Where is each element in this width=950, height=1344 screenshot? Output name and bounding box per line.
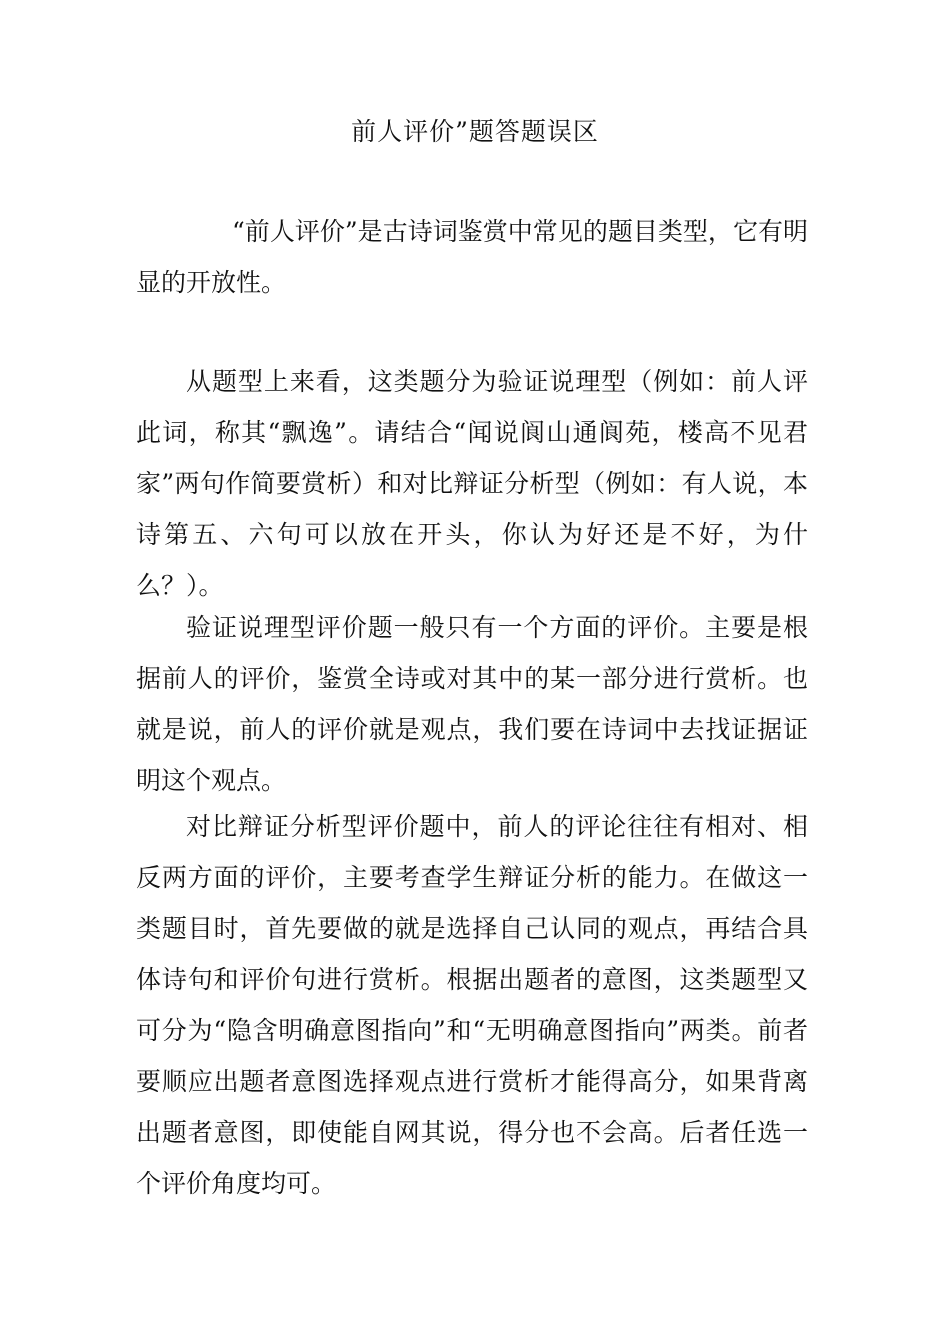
paragraph-question-types: 从题型上来看，这类题分为验证说理型（例如：前人评此词，称其“飘逸”。请结合“闻说阆山通阆苑，楼高不见君家”两句作简要赏析）和对比辩证分析型（例如：有人说，本诗第五、六句可以放在开头，你认为好还是不好，为什么？）。 — [136, 367, 808, 600]
paragraph-intro: “前人评价”是古诗词鉴赏中常见的题目类型，它有明显的开放性。 — [136, 217, 808, 297]
document-title: 前人评价”题答题误区 — [351, 117, 599, 146]
paragraph-comparison-type: 对比辩证分析型评价题中，前人的评论往往有相对、相反两方面的评价，主要考查学生辩证分析的能力。在做这一类题目时，首先要做的就是选择自己认同的观点，再结合具体诗句和评价句进行赏析。根据出题者的意图，这类题型又可分为“隐含明确意图指向”和“无明确意图指向”两类。前者要顺应出题者意图选择观点进行赏析才能得高分，如果背离出题者意图，即使能自网其说，得分也不会高。后者任选一个评价角度均可。 — [136, 812, 808, 1198]
paragraph-verification-type: 验证说理型评价题一般只有一个方面的评价。主要是根据前人的评价，鉴赏全诗或对其中的某一部分进行赏析。也就是说，前人的评价就是观点，我们要在诗词中去找证据证明这个观点。 — [136, 613, 808, 795]
